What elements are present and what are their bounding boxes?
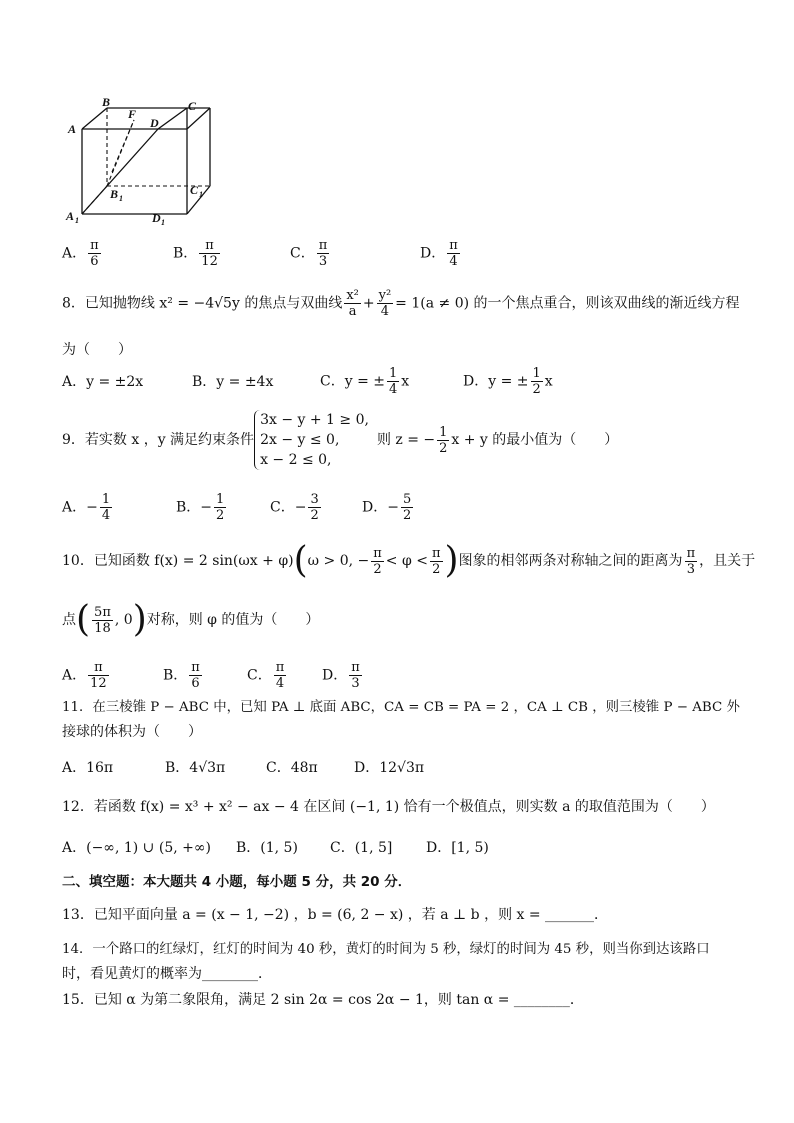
q8-option-d: D．y = ± $\frac{1}{2}$ x: [463, 366, 553, 397]
label-D1-sub: 1: [161, 218, 165, 227]
q12-option-a: A．(−∞, 1) ∪ (5, +∞): [62, 840, 211, 856]
q8-stem-line2: 为（ ）: [62, 342, 132, 358]
q9-stem: 9．若实数 x ，y 满足约束条件 3x − y + 1 ≥ 0, 2x − y ≤ 0, x − 2 ≤ 0, 则 z = − $\frac{1}{2}$ x + y 的最小值为（ ）: [62, 412, 619, 468]
q12-option-d: D．[1, 5): [426, 840, 489, 856]
q15-stem: 15．已知 α 为第二象限角，满足 2 sin 2α = cos 2α − 1，则 tan α = ________．: [62, 992, 584, 1008]
q7-option-c: C． $\frac{\pi}{3}$: [290, 238, 328, 269]
cube-figure: [62, 96, 212, 228]
q11-stem: 11．在三棱锥 P − ABC 中，已知 PA ⊥ 底面 ABC，CA = CB = PA = 2 ，CA ⊥ CB ，则三棱锥 P − ABC 外: [62, 700, 740, 715]
q10-stem: 10．已知函数 f(x) = 2 sin(ωx + φ)(ω > 0, − $\frac{\pi}{2}$ < φ < $\frac{\pi}{2}$ )图象的相邻两条对称轴之间的距离为 $\frac{\pi}{3}$ ，且关于: [62, 540, 756, 581]
q8-option-c: C．y = ± $\frac{1}{4}$ x: [320, 366, 410, 397]
q7-option-d: D． $\frac{\pi}{4}$: [420, 238, 458, 269]
q9-option-b: B．− $\frac{1}{2}$: [176, 492, 225, 523]
label-C1: C: [190, 183, 199, 197]
q14-stem-line2: 时，看见黄灯的概率为________．: [62, 966, 272, 982]
label-A1-sub: 1: [75, 216, 79, 225]
q9-option-c: C．− $\frac{3}{2}$: [270, 492, 319, 523]
label-C1-sub: 1: [199, 190, 203, 199]
label-C: C: [188, 99, 197, 113]
label-D: D: [150, 116, 159, 130]
label-A1: A: [66, 209, 75, 223]
label-D1: D: [152, 211, 161, 225]
q7-option-b: B． $\frac{\pi}{12}$: [173, 238, 218, 269]
label-B1-sub: 1: [119, 194, 123, 203]
q9-constraints: 3x − y + 1 ≥ 0, 2x − y ≤ 0, x − 2 ≤ 0,: [254, 410, 369, 470]
q9-option-d: D．− $\frac{5}{2}$: [362, 492, 412, 523]
q9-option-a: A．− $\frac{1}{4}$: [62, 492, 111, 523]
q11-option-c: C．48π: [266, 760, 318, 776]
q14-stem: 14．一个路口的红绿灯，红灯的时间为 40 秒，黄灯的时间为 5 秒，绿灯的时间为 45 秒，则当你到达该路口: [62, 942, 710, 957]
q10-option-b: B． $\frac{\pi}{6}$: [163, 660, 200, 691]
q10-option-d: D． $\frac{\pi}{3}$: [322, 660, 360, 691]
label-B1: B: [110, 187, 119, 201]
q8-option-b: B．y = ±4x: [192, 374, 274, 390]
q10-stem-line2: 点( $\frac{5\pi}{18}$ , 0)对称，则 φ 的值为（ ）: [62, 599, 320, 640]
q12-stem: 12．若函数 f(x) = x³ + x² − ax − 4 在区间 (−1, 1) 恰有一个极值点，则实数 a 的取值范围为（ ）: [62, 799, 715, 815]
q7-option-a: A． $\frac{\pi}{6}$: [62, 238, 99, 269]
q8-stem: 8．已知抛物线 x² = −4√5y 的焦点与双曲线 $\frac{\text{x²}}{a}$ + $\frac{\text{y²}}{4}$ = 1(a ≠ 0) 的一个焦点重合，则该双曲线的渐近线方程: [62, 288, 740, 319]
q11-stem-line2: 接球的体积为（ ）: [62, 724, 202, 740]
section-2-heading: 二、填空题：本大题共 4 小题，每小题 5 分，共 20 分．: [62, 874, 412, 890]
q10-option-c: C． $\frac{\pi}{4}$: [247, 660, 285, 691]
q12-option-c: C．(1, 5]: [330, 840, 393, 856]
q8-option-a: A．y = ±2x: [62, 374, 144, 390]
label-B: B: [102, 96, 111, 109]
label-F: F: [128, 107, 137, 121]
q11-option-a: A．16π: [62, 760, 114, 776]
q13-stem: 13．已知平面向量 a = (x − 1, −2) ，b = (6, 2 − x) ，若 a ⊥ b ，则 x = _______．: [62, 907, 609, 923]
q11-option-d: D．12√3π: [354, 760, 425, 776]
q12-option-b: B．(1, 5): [236, 840, 298, 856]
label-A: A: [68, 122, 77, 136]
q10-option-a: A． $\frac{\pi}{12}$: [62, 660, 107, 691]
q11-option-b: B．4√3π: [165, 760, 226, 776]
